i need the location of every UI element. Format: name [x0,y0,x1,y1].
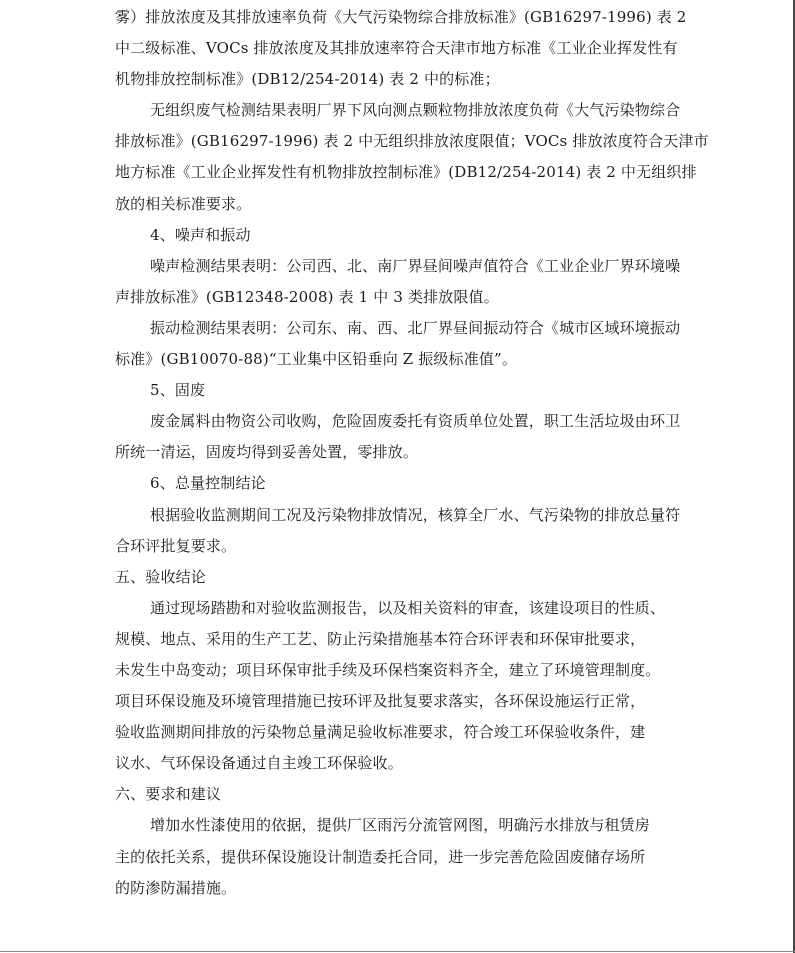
text-line: 未发生中岛变动；项目环保审批手续及环保档案资料齐全，建立了环境管理制度。 [115,660,661,679]
text-line: 声排放标准》(GB12348-2008) 表 1 中 3 类排放限值。 [115,287,499,306]
text-line: 标准》(GB10070-88)“工业集中区铅垂向 Z 振级标准值”。 [115,350,517,369]
document-body [115,2,710,904]
text-line: 地方标准《工业企业挥发性有机物排放控制标准》(DB12/254-2014) 表 2 中无组织排 [115,163,697,182]
text-line: 6、总量控制结论 [150,474,266,493]
text-line: 4、噪声和振动 [150,225,251,244]
text-line: 合环评批复要求。 [115,536,237,555]
text-line: 所统一清运，固废均得到妥善处置，零排放。 [115,443,419,462]
text-line: 项目环保设施及环境管理措施已按环评及批复要求落实，各环保设施运行正常， [115,692,646,711]
text-line: 放的相关标准要求。 [115,194,252,213]
text-line: 无组织废气检测结果表明厂界下风向测点颗粒物排放浓度负荷《大气污染物综合 [150,101,681,120]
text-line: 排放标准》(GB16297-1996) 表 2 中无组织排放浓度限值；VOCs 排放浓度符合天津市 [115,132,709,151]
text-line: 雾）排放浓度及其排放速率负荷《大气污染物综合排放标准》(GB16297-1996) 表 2 [115,8,687,26]
text-line: 规模、地点、采用的生产工艺、防止污染措施基本符合环评表和环保审批要求， [115,629,646,648]
text-line: 中二级标准、VOCs 排放浓度及其排放速率符合天津市地方标准《工业企业挥发性有 [115,39,678,58]
text-line: 机物排放控制标准》(DB12/254-2014) 表 2 中的标准； [115,70,500,89]
text-line: 的防渗防漏措施。 [115,878,237,897]
text-line: 验收监测期间排放的污染物总量满足验收标准要求，符合竣工环保验收条件，建 [115,723,646,742]
text-line: 主的依托关系，提供环保设施设计制造委托合同，进一步完善危险固废储存场所 [115,847,646,866]
text-line: 增加水性漆使用的依据，提供厂区雨污分流管网图，明确污水排放与租赁房 [150,816,650,835]
text-line: 振动检测结果表明：公司东、南、西、北厂界昼间振动符合《城市区域环境振动 [150,318,681,337]
text-line: 通过现场踏勘和对验收监测报告，以及相关资料的审查，该建设项目的性质、 [150,598,666,617]
text-line: 5、固废 [150,381,206,400]
text-line: 六、要求和建议 [115,785,222,804]
text-line: 废金属料由物资公司收购，危险固废委托有资质单位处置，职工生活垃圾由环卫 [150,412,681,431]
text-line: 五、验收结论 [115,567,206,586]
page-bottom-border [0,951,795,952]
text-line: 议水、气环保设备通过自主竣工环保验收。 [115,754,403,773]
text-line: 噪声检测结果表明：公司西、北、南厂界昼间噪声值符合《工业企业厂界环境噪 [150,256,681,275]
text-line: 根据验收监测期间工况及污染物排放情况，核算全厂水、气污染物的排放总量符 [150,505,681,524]
